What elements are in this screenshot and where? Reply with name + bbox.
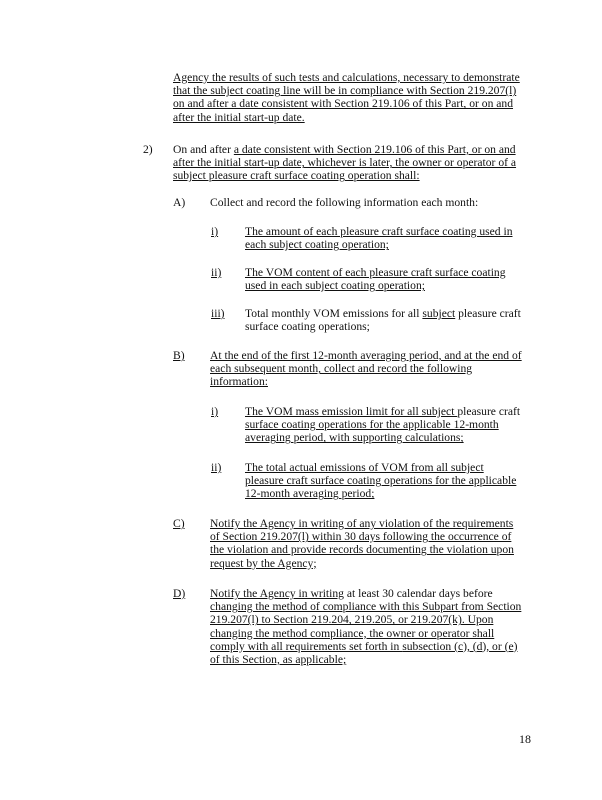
item-a-text: Collect and record the following information each month: xyxy=(210,196,479,209)
text-line: each subject coating operation; xyxy=(245,238,389,252)
item-a-i-label: i) xyxy=(211,225,219,238)
text-line: that the subject coating line will be in compliance with Section 219.207(l) xyxy=(173,84,517,98)
item-b-i-text xyxy=(245,405,520,445)
text-line: after the initial start-up date, whichever is later, the owner or operator of a xyxy=(173,156,517,170)
item-a-iii-text xyxy=(245,307,521,333)
text-line: of Section 219.207(l) within 30 days following the occurrence of xyxy=(210,530,512,544)
item-a-ii-label: ii) xyxy=(211,266,222,279)
item-d-text xyxy=(210,587,521,666)
item-a-iii-label: iii) xyxy=(211,307,225,320)
text-line: each subsequent month, collect and record the following xyxy=(210,362,473,376)
text-line: The total actual emissions of VOM from all subject xyxy=(245,461,484,474)
item-a-i-text xyxy=(245,225,513,251)
item-c-text xyxy=(210,517,514,570)
item-b-text xyxy=(210,349,522,389)
page-number: 18 xyxy=(519,732,531,746)
item-b-ii-text xyxy=(245,461,516,501)
text-line: on and after a date consistent with Section 219.106 of this Part, or on and xyxy=(173,97,514,111)
text-line: surface coating operations; xyxy=(245,320,370,334)
item-b-i-label: i) xyxy=(211,405,219,418)
text-line: The VOM mass emission limit for all subject pleasure craft xyxy=(245,405,521,418)
text-line: pleasure craft surface coating operations for the applicable xyxy=(245,474,517,488)
text-line: information: xyxy=(210,375,268,389)
text-line: request by the Agency; xyxy=(210,556,317,570)
text-line: Agency the results of such tests and calculations, necessary to demonstrate xyxy=(173,71,520,84)
item-a-label: A) xyxy=(173,196,186,209)
item-2-text xyxy=(173,143,516,183)
text-line: of this Section, as applicable; xyxy=(210,653,347,667)
text-line: 12-month averaging period; xyxy=(245,487,375,501)
text-line: At the end of the first 12-month averaging period, and at the end of xyxy=(210,349,522,362)
text-line: averaging period, with supporting calculations; xyxy=(245,431,464,445)
item-b-label: B) xyxy=(173,349,185,362)
text-line: 219.207(l) to Section 219.204, 219.205, or 219.207(k). Upon xyxy=(210,613,494,627)
text-line: changing the method of compliance with this Subpart from Section xyxy=(210,600,522,614)
text-line: used in each subject coating operation; xyxy=(245,279,425,293)
item-c-label: C) xyxy=(173,517,185,530)
item-d-label: D) xyxy=(173,587,186,600)
text-line: The VOM content of each pleasure craft surface coating xyxy=(245,266,506,279)
item-2-label: 2) xyxy=(143,143,153,156)
text-line: Notify the Agency in writing at least 30 calendar days before xyxy=(210,587,493,600)
text-line: On and after a date consistent with Section 219.106 of this Part, or on and xyxy=(173,143,516,156)
text-line: comply with all requirements set forth in subsection (c), (d), or (e) xyxy=(210,639,518,653)
text-line: The amount of each pleasure craft surface coating used in xyxy=(245,225,513,238)
text-line: surface coating operations for the applicable 12-month xyxy=(245,418,499,432)
text-line: Total monthly VOM emissions for all subject pleasure craft xyxy=(245,307,521,320)
text-line: subject pleasure craft surface coating operation shall: xyxy=(173,169,420,183)
item-a-ii-text xyxy=(245,266,506,292)
text-line: after the initial start-up date. xyxy=(173,110,305,124)
text-line: Notify the Agency in writing of any violation of the requirements xyxy=(210,517,514,530)
text-line: the violation and provide records documenting the violation upon xyxy=(210,543,514,557)
continuation-paragraph xyxy=(173,71,520,124)
item-b-ii-label: ii) xyxy=(211,461,222,474)
text-line: changing the method compliance, the owner or operator shall xyxy=(210,626,495,640)
